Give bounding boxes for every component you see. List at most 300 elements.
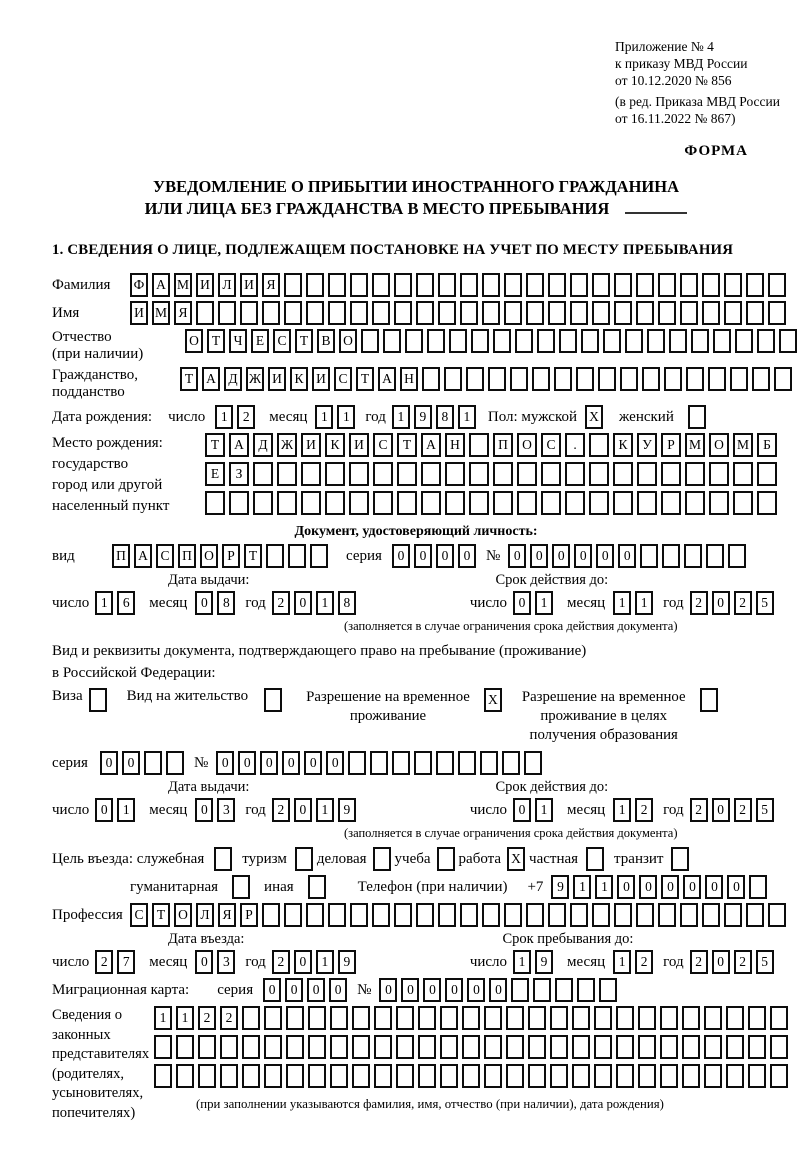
char-box[interactable]: 1 [316, 950, 334, 974]
char-box[interactable] [637, 462, 657, 486]
char-box[interactable] [437, 847, 455, 871]
char-box[interactable] [277, 462, 297, 486]
char-box[interactable] [383, 329, 401, 353]
char-box[interactable] [749, 875, 767, 899]
char-box[interactable] [748, 1064, 766, 1088]
char-box[interactable] [637, 491, 657, 515]
char-box[interactable]: 0 [458, 544, 476, 568]
char-box[interactable] [592, 903, 610, 927]
char-box[interactable]: 9 [338, 798, 356, 822]
char-box[interactable]: 0 [294, 798, 312, 822]
char-box[interactable]: 0 [574, 544, 592, 568]
char-box[interactable]: 0 [282, 751, 300, 775]
char-box[interactable] [196, 301, 214, 325]
char-box[interactable] [757, 491, 777, 515]
char-box[interactable] [352, 1006, 370, 1030]
char-box[interactable] [394, 273, 412, 297]
char-box[interactable] [396, 1035, 414, 1059]
char-box[interactable] [616, 1035, 634, 1059]
char-box[interactable] [724, 273, 742, 297]
char-box[interactable] [306, 301, 324, 325]
char-box[interactable] [515, 329, 533, 353]
char-box[interactable]: В [317, 329, 335, 353]
char-box[interactable]: 1 [535, 798, 553, 822]
char-box[interactable] [493, 329, 511, 353]
char-box[interactable] [613, 462, 633, 486]
char-box[interactable] [770, 1064, 788, 1088]
char-box[interactable] [328, 301, 346, 325]
char-box[interactable] [328, 903, 346, 927]
char-box[interactable] [438, 273, 456, 297]
char-box[interactable] [266, 544, 284, 568]
char-box[interactable]: 0 [260, 751, 278, 775]
char-box[interactable] [493, 491, 513, 515]
char-box[interactable]: И [268, 367, 286, 391]
char-box[interactable]: И [196, 273, 214, 297]
char-box[interactable] [440, 1035, 458, 1059]
char-box[interactable] [685, 491, 705, 515]
char-box[interactable]: 9 [551, 875, 569, 899]
char-box[interactable] [414, 751, 432, 775]
char-box[interactable]: С [373, 433, 393, 457]
char-box[interactable] [555, 978, 573, 1002]
char-box[interactable] [449, 329, 467, 353]
char-box[interactable] [572, 1064, 590, 1088]
char-box[interactable]: И [130, 301, 148, 325]
char-box[interactable]: 0 [195, 798, 213, 822]
char-box[interactable] [458, 751, 476, 775]
char-box[interactable] [730, 367, 748, 391]
char-box[interactable] [416, 273, 434, 297]
char-box[interactable] [594, 1035, 612, 1059]
char-box[interactable] [589, 491, 609, 515]
char-box[interactable] [661, 491, 681, 515]
char-box[interactable]: Т [152, 903, 170, 927]
char-box[interactable]: 2 [198, 1006, 216, 1030]
char-box[interactable]: 0 [122, 751, 140, 775]
char-box[interactable] [308, 1035, 326, 1059]
char-box[interactable] [658, 273, 676, 297]
char-box[interactable]: 0 [467, 978, 485, 1002]
char-box[interactable] [504, 903, 522, 927]
char-box[interactable]: Ж [277, 433, 297, 457]
char-box[interactable] [198, 1064, 216, 1088]
char-box[interactable] [526, 301, 544, 325]
char-box[interactable] [774, 367, 792, 391]
char-box[interactable] [572, 1006, 590, 1030]
char-box[interactable] [726, 1006, 744, 1030]
char-box[interactable] [286, 1035, 304, 1059]
char-box[interactable]: С [334, 367, 352, 391]
char-box[interactable]: Ж [246, 367, 264, 391]
char-box[interactable]: 0 [379, 978, 397, 1002]
char-box[interactable]: 1 [337, 405, 355, 429]
char-box[interactable] [594, 1064, 612, 1088]
char-box[interactable] [372, 273, 390, 297]
char-box[interactable]: 8 [436, 405, 454, 429]
char-box[interactable] [724, 903, 742, 927]
char-box[interactable]: О [200, 544, 218, 568]
char-box[interactable]: 1 [215, 405, 233, 429]
char-box[interactable] [482, 903, 500, 927]
char-box[interactable] [647, 329, 665, 353]
char-box[interactable]: С [541, 433, 561, 457]
char-box[interactable]: 0 [329, 978, 347, 1002]
char-box[interactable] [517, 491, 537, 515]
char-box[interactable]: С [156, 544, 174, 568]
char-box[interactable] [422, 367, 440, 391]
char-box[interactable] [295, 847, 313, 871]
char-box[interactable] [418, 1064, 436, 1088]
char-box[interactable]: 0 [513, 591, 531, 615]
char-box[interactable] [440, 1006, 458, 1030]
char-box[interactable]: 2 [734, 798, 752, 822]
char-box[interactable] [352, 1064, 370, 1088]
char-box[interactable] [421, 462, 441, 486]
char-box[interactable]: 1 [613, 591, 631, 615]
char-box[interactable] [570, 273, 588, 297]
char-box[interactable] [438, 903, 456, 927]
char-box[interactable] [528, 1035, 546, 1059]
char-box[interactable] [198, 1035, 216, 1059]
char-box[interactable] [220, 1064, 238, 1088]
char-box[interactable] [526, 903, 544, 927]
char-box[interactable] [680, 903, 698, 927]
char-box[interactable] [726, 1035, 744, 1059]
char-box[interactable] [700, 688, 718, 712]
char-box[interactable] [664, 367, 682, 391]
char-box[interactable]: 0 [401, 978, 419, 1002]
char-box[interactable]: 0 [326, 751, 344, 775]
char-box[interactable]: Б [757, 433, 777, 457]
char-box[interactable]: Н [400, 367, 418, 391]
char-box[interactable]: З [229, 462, 249, 486]
char-box[interactable] [330, 1064, 348, 1088]
char-box[interactable]: 0 [392, 544, 410, 568]
char-box[interactable] [480, 751, 498, 775]
char-box[interactable] [445, 462, 465, 486]
char-box[interactable]: П [493, 433, 513, 457]
char-box[interactable] [526, 273, 544, 297]
char-box[interactable] [262, 301, 280, 325]
char-box[interactable]: 2 [272, 591, 290, 615]
char-box[interactable] [144, 751, 162, 775]
char-box[interactable] [589, 462, 609, 486]
char-box[interactable] [397, 491, 417, 515]
char-box[interactable]: 0 [508, 544, 526, 568]
char-box[interactable]: А [202, 367, 220, 391]
char-box[interactable]: Т [356, 367, 374, 391]
char-box[interactable]: . [565, 433, 585, 457]
char-box[interactable] [438, 301, 456, 325]
char-box[interactable] [301, 491, 321, 515]
char-box[interactable]: Р [222, 544, 240, 568]
char-box[interactable]: О [517, 433, 537, 457]
char-box[interactable] [724, 301, 742, 325]
char-box[interactable] [394, 301, 412, 325]
char-box[interactable] [709, 462, 729, 486]
char-box[interactable]: А [134, 544, 152, 568]
char-box[interactable] [506, 1006, 524, 1030]
char-box[interactable] [658, 301, 676, 325]
char-box[interactable]: 0 [423, 978, 441, 1002]
char-box[interactable]: Н [445, 433, 465, 457]
char-box[interactable] [350, 903, 368, 927]
char-box[interactable] [284, 273, 302, 297]
char-box[interactable] [548, 273, 566, 297]
char-box[interactable] [748, 1035, 766, 1059]
char-box[interactable]: 1 [613, 950, 631, 974]
char-box[interactable] [308, 1064, 326, 1088]
char-box[interactable] [548, 903, 566, 927]
char-box[interactable] [704, 1064, 722, 1088]
char-box[interactable] [704, 1035, 722, 1059]
char-box[interactable]: 0 [618, 544, 636, 568]
char-box[interactable] [660, 1064, 678, 1088]
char-box[interactable] [373, 462, 393, 486]
char-box[interactable]: 0 [712, 950, 730, 974]
char-box[interactable]: Т [244, 544, 262, 568]
char-box[interactable] [418, 1035, 436, 1059]
char-box[interactable]: 0 [263, 978, 281, 1002]
char-box[interactable] [504, 273, 522, 297]
char-box[interactable] [640, 544, 658, 568]
char-box[interactable] [374, 1035, 392, 1059]
char-box[interactable] [554, 367, 572, 391]
char-box[interactable] [350, 301, 368, 325]
char-box[interactable] [684, 544, 702, 568]
char-box[interactable] [726, 1064, 744, 1088]
char-box[interactable]: П [178, 544, 196, 568]
char-box[interactable] [669, 329, 687, 353]
char-box[interactable]: 0 [294, 591, 312, 615]
char-box[interactable] [310, 544, 328, 568]
char-box[interactable]: 0 [100, 751, 118, 775]
char-box[interactable] [166, 751, 184, 775]
char-box[interactable]: М [733, 433, 753, 457]
char-box[interactable]: X [484, 688, 502, 712]
char-box[interactable] [301, 462, 321, 486]
char-box[interactable]: 0 [445, 978, 463, 1002]
char-box[interactable] [757, 462, 777, 486]
char-box[interactable]: 0 [216, 751, 234, 775]
char-box[interactable]: 0 [238, 751, 256, 775]
char-box[interactable] [504, 301, 522, 325]
char-box[interactable] [325, 462, 345, 486]
char-box[interactable] [460, 301, 478, 325]
char-box[interactable] [589, 433, 609, 457]
char-box[interactable] [770, 1035, 788, 1059]
char-box[interactable] [306, 903, 324, 927]
char-box[interactable] [471, 329, 489, 353]
char-box[interactable]: К [325, 433, 345, 457]
char-box[interactable] [460, 273, 478, 297]
char-box[interactable] [685, 462, 705, 486]
char-box[interactable] [594, 1006, 612, 1030]
char-box[interactable]: 0 [294, 950, 312, 974]
char-box[interactable]: 1 [316, 798, 334, 822]
char-box[interactable]: 8 [338, 591, 356, 615]
char-box[interactable]: Я [218, 903, 236, 927]
char-box[interactable]: Е [205, 462, 225, 486]
char-box[interactable] [660, 1035, 678, 1059]
char-box[interactable]: 2 [272, 798, 290, 822]
char-box[interactable] [361, 329, 379, 353]
char-box[interactable] [264, 1035, 282, 1059]
char-box[interactable] [372, 903, 390, 927]
char-box[interactable] [416, 903, 434, 927]
char-box[interactable]: 1 [154, 1006, 172, 1030]
char-box[interactable] [493, 462, 513, 486]
char-box[interactable] [253, 462, 273, 486]
char-box[interactable] [614, 301, 632, 325]
char-box[interactable] [484, 1006, 502, 1030]
char-box[interactable]: 0 [727, 875, 745, 899]
char-box[interactable] [550, 1006, 568, 1030]
char-box[interactable]: М [174, 273, 192, 297]
char-box[interactable]: И [301, 433, 321, 457]
char-box[interactable] [510, 367, 528, 391]
char-box[interactable] [708, 367, 726, 391]
char-box[interactable] [229, 491, 249, 515]
char-box[interactable] [374, 1064, 392, 1088]
char-box[interactable] [264, 1006, 282, 1030]
char-box[interactable] [528, 1006, 546, 1030]
char-box[interactable] [262, 903, 280, 927]
char-box[interactable] [638, 1064, 656, 1088]
char-box[interactable]: 0 [307, 978, 325, 1002]
char-box[interactable]: 0 [195, 950, 213, 974]
char-box[interactable] [550, 1035, 568, 1059]
char-box[interactable]: Д [253, 433, 273, 457]
char-box[interactable] [502, 751, 520, 775]
char-box[interactable] [680, 301, 698, 325]
char-box[interactable] [214, 847, 232, 871]
char-box[interactable] [372, 301, 390, 325]
char-box[interactable] [240, 301, 258, 325]
char-box[interactable] [572, 1035, 590, 1059]
char-box[interactable]: П [112, 544, 130, 568]
char-box[interactable] [770, 1006, 788, 1030]
char-box[interactable] [506, 1035, 524, 1059]
char-box[interactable]: 1 [613, 798, 631, 822]
char-box[interactable]: 1 [513, 950, 531, 974]
char-box[interactable]: О [339, 329, 357, 353]
char-box[interactable] [484, 1035, 502, 1059]
char-box[interactable]: 3 [217, 798, 235, 822]
char-box[interactable] [706, 544, 724, 568]
char-box[interactable] [205, 491, 225, 515]
char-box[interactable] [638, 1035, 656, 1059]
char-box[interactable] [680, 273, 698, 297]
char-box[interactable]: 5 [756, 798, 774, 822]
char-box[interactable]: 0 [617, 875, 635, 899]
char-box[interactable]: М [685, 433, 705, 457]
char-box[interactable] [506, 1064, 524, 1088]
char-box[interactable]: С [273, 329, 291, 353]
char-box[interactable] [370, 751, 388, 775]
char-box[interactable]: 2 [237, 405, 255, 429]
char-box[interactable] [350, 273, 368, 297]
char-box[interactable]: X [507, 847, 525, 871]
char-box[interactable]: 2 [272, 950, 290, 974]
char-box[interactable] [418, 1006, 436, 1030]
char-box[interactable]: 1 [315, 405, 333, 429]
char-box[interactable]: Т [205, 433, 225, 457]
char-box[interactable] [421, 491, 441, 515]
char-box[interactable] [733, 462, 753, 486]
char-box[interactable]: 0 [552, 544, 570, 568]
char-box[interactable] [702, 301, 720, 325]
char-box[interactable] [396, 1006, 414, 1030]
char-box[interactable]: Д [224, 367, 242, 391]
char-box[interactable] [565, 491, 585, 515]
char-box[interactable]: К [290, 367, 308, 391]
char-box[interactable] [691, 329, 709, 353]
char-box[interactable]: 8 [217, 591, 235, 615]
char-box[interactable]: X [585, 405, 603, 429]
char-box[interactable]: 2 [734, 950, 752, 974]
char-box[interactable] [768, 301, 786, 325]
char-box[interactable] [462, 1064, 480, 1088]
char-box[interactable] [392, 751, 410, 775]
char-box[interactable] [598, 367, 616, 391]
char-box[interactable] [349, 491, 369, 515]
char-box[interactable] [682, 1064, 700, 1088]
char-box[interactable] [469, 462, 489, 486]
char-box[interactable] [444, 367, 462, 391]
char-box[interactable] [176, 1064, 194, 1088]
char-box[interactable] [469, 433, 489, 457]
char-box[interactable] [373, 847, 391, 871]
char-box[interactable] [638, 1006, 656, 1030]
char-box[interactable]: 2 [690, 798, 708, 822]
char-box[interactable] [352, 1035, 370, 1059]
char-box[interactable] [440, 1064, 458, 1088]
char-box[interactable] [330, 1006, 348, 1030]
char-box[interactable]: 0 [530, 544, 548, 568]
char-box[interactable]: О [174, 903, 192, 927]
char-box[interactable] [394, 903, 412, 927]
char-box[interactable] [550, 1064, 568, 1088]
char-box[interactable] [603, 329, 621, 353]
char-box[interactable] [688, 405, 706, 429]
char-box[interactable]: Р [661, 433, 681, 457]
char-box[interactable]: 0 [285, 978, 303, 1002]
char-box[interactable] [242, 1064, 260, 1088]
char-box[interactable] [746, 273, 764, 297]
char-box[interactable] [308, 1006, 326, 1030]
char-box[interactable] [541, 491, 561, 515]
char-box[interactable] [532, 367, 550, 391]
char-box[interactable] [614, 903, 632, 927]
char-box[interactable] [460, 903, 478, 927]
char-box[interactable]: И [240, 273, 258, 297]
char-box[interactable]: 1 [458, 405, 476, 429]
char-box[interactable] [642, 367, 660, 391]
char-box[interactable]: Я [174, 301, 192, 325]
char-box[interactable] [427, 329, 445, 353]
char-box[interactable]: 1 [95, 591, 113, 615]
char-box[interactable]: 2 [734, 591, 752, 615]
char-box[interactable] [511, 978, 529, 1002]
char-box[interactable]: 0 [513, 798, 531, 822]
char-box[interactable]: 1 [316, 591, 334, 615]
char-box[interactable]: 0 [596, 544, 614, 568]
char-box[interactable] [232, 875, 250, 899]
char-box[interactable] [325, 491, 345, 515]
char-box[interactable] [728, 544, 746, 568]
